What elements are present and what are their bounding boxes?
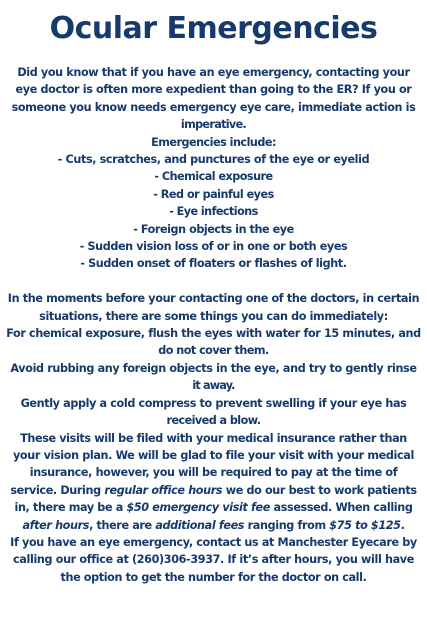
additional-fees-emphasis: additional fees [155, 518, 245, 532]
contact-line: calling our office at (260)306-3937. If it’s after hours, you will have [13, 553, 414, 567]
text-run: we do our best to work patients [222, 483, 417, 497]
compress-line: received a blow. [166, 414, 261, 428]
moments-line: In the moments before your contacting one of the doctors, in certain [7, 292, 420, 306]
text-run: service. During [10, 483, 105, 497]
paragraph-spacer [0, 273, 427, 290]
emergencies-list [0, 151, 427, 273]
insurance-line: These visits will be filed with your medical insurance rather than [20, 431, 407, 445]
intro-line: Did you know that if you have an eye emergency, contacting your [17, 66, 410, 79]
text-run: , there are [89, 518, 156, 532]
moments-line: situations, there are some things you can do immediately: [39, 309, 388, 323]
emergency-fee-emphasis: $50 emergency visit fee [126, 501, 271, 515]
list-item: - Eye infections [169, 205, 258, 219]
insurance-line: insurance, however, you will be required to pay at the time of [29, 466, 398, 480]
moments-paragraph [0, 290, 427, 325]
rubbing-line: Avoid rubbing any foreign objects in the eye, and try to gently rinse [10, 361, 417, 375]
page-title: Ocular Emergencies [49, 11, 378, 46]
insurance-line: your vision plan. We will be glad to file your visit with your medical [13, 448, 414, 462]
list-item: - Red or painful eyes [153, 187, 274, 201]
intro-line: imperative. [180, 118, 247, 132]
fee-range-emphasis: $75 to $125 [329, 518, 401, 532]
list-item: - Sudden onset of floaters or flashes of light. [80, 257, 347, 271]
text-run: assessed. When calling [270, 501, 413, 515]
contact-line: the option to get the number for the doctor on call. [60, 570, 367, 584]
text-run: . [400, 518, 405, 532]
insurance-paragraph [0, 430, 427, 534]
list-item: - Chemical exposure [154, 170, 273, 184]
contact-line: If you have an eye emergency, contact us at Manchester Eyecare by [10, 535, 417, 549]
text-run: ranging from [244, 518, 330, 532]
rubbing-line: it away. [192, 379, 235, 393]
list-item: - Cuts, scratches, and punctures of the eye or eyelid [57, 153, 370, 167]
intro-paragraph [0, 64, 427, 134]
emergencies-heading: Emergencies include: [151, 135, 276, 149]
text-run: in, there may be a [14, 501, 127, 515]
contact-paragraph [0, 534, 427, 586]
chemical-line: do not cover them. [158, 344, 269, 358]
chemical-line: For chemical exposure, flush the eyes with water for 15 minutes, and [6, 327, 421, 341]
insurance-line [0, 517, 427, 534]
intro-line: eye doctor is often more expedient than going to the ER? If you or [15, 83, 412, 97]
intro-line: someone you know needs emergency eye care, immediate action is [11, 100, 416, 114]
chemical-tip [0, 325, 427, 360]
compress-tip [0, 395, 427, 430]
flyer-body [0, 64, 427, 586]
office-hours-emphasis: regular office hours [104, 483, 223, 497]
compress-line: Gently apply a cold compress to prevent swelling if your eye has [20, 396, 407, 410]
list-item: - Sudden vision loss of or in one or both eyes [79, 240, 348, 254]
after-hours-emphasis: after hours [22, 518, 90, 532]
insurance-line [0, 499, 427, 516]
list-item: - Foreign objects in the eye [133, 222, 294, 236]
rubbing-tip [0, 360, 427, 395]
insurance-line [0, 482, 427, 499]
